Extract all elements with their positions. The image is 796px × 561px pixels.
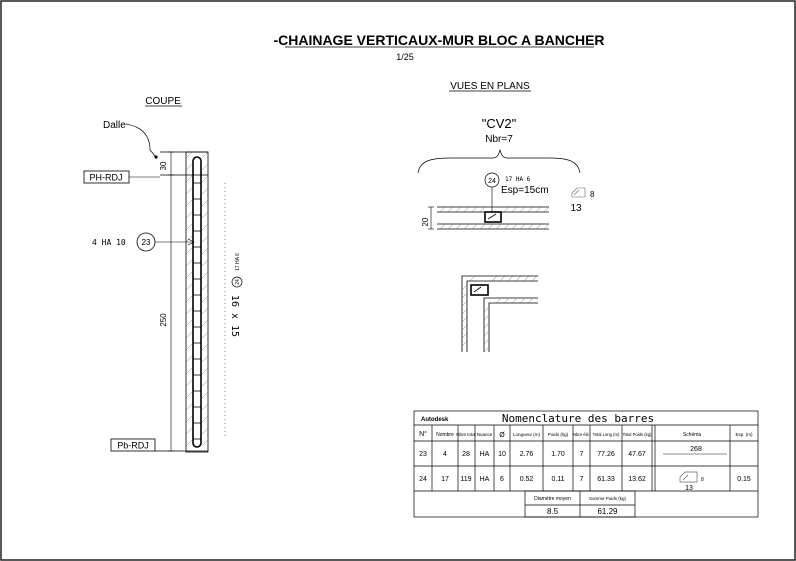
plan-stirrup [485, 212, 501, 222]
table-brand: Autodesk [421, 417, 449, 423]
row23-long: 2.76 [519, 451, 534, 458]
header-total-poids: Total Poids (kg) [622, 432, 652, 437]
header-nuance: Nuance [476, 432, 493, 437]
table-row [419, 472, 751, 492]
row23-nuance: HA [479, 451, 490, 458]
row24-tpoids: 13.62 [628, 476, 646, 483]
dim-30: 30 [159, 161, 168, 171]
summary-diam-value: 8.5 [546, 507, 559, 516]
sheet-border [1, 1, 795, 560]
header-diam: Ø [499, 432, 505, 439]
ph-rdj-label: PH-RDJ [89, 172, 123, 183]
header-nombre: Nombre [436, 432, 454, 438]
nomenclature-grid [414, 411, 758, 517]
plan-spacing: Esp=15cm [501, 185, 549, 196]
shape-sketch [572, 188, 585, 197]
row24-esp: 0.15 [737, 476, 751, 483]
dalle-label: Dalle [103, 120, 126, 131]
element-count: Nbr=7 [485, 134, 513, 145]
pb-rdj-label: Pb-RDJ [117, 440, 149, 451]
dim-250: 250 [159, 313, 168, 327]
row23-diam: 10 [498, 451, 506, 458]
header-total-long: Total Long (m) [592, 432, 620, 437]
row24-schema-hook [683, 475, 688, 480]
plan-width-value: 20 [421, 217, 430, 227]
row23-tpoids: 47.67 [628, 451, 646, 458]
plan-stirrup-text: 17 HA 6 [505, 176, 531, 183]
plan-brace [418, 150, 580, 173]
row24-schema-shape [680, 472, 697, 482]
row23-nombre: 4 [443, 451, 447, 458]
wall-hatch [186, 152, 208, 446]
drawing-title: -CHAINAGE VERTICAUX-MUR BLOC A BANCHER [273, 32, 605, 48]
corner-inner-outer [484, 298, 538, 352]
dalle-leader [126, 124, 156, 157]
summary-header-diam: Diamètre moyen [534, 496, 571, 502]
plans-title: VUES EN PLANS [450, 81, 530, 92]
vertical-rebar [193, 157, 201, 447]
element-name: "CV2" [481, 116, 517, 131]
row24-diam: 6 [500, 476, 504, 483]
shape-hook-dim: 8 [590, 190, 595, 199]
row24-long: 0.52 [519, 476, 534, 483]
row24-schema-dim: 13 [685, 485, 693, 492]
shape-dim: 13 [570, 203, 582, 214]
stirrup-24-text: 17 HA 6 [235, 253, 241, 271]
row23-tlong: 77.26 [597, 451, 615, 458]
header-schema: Schéma [682, 432, 702, 438]
row23-elem: 7 [579, 451, 584, 458]
summary-poids-value: 61.29 [597, 507, 618, 516]
coupe-title: COUPE [145, 96, 181, 107]
shape-sketch-hook [574, 190, 579, 195]
row24-n: 24 [419, 476, 427, 483]
row24-poids: 0.11 [551, 476, 565, 483]
row24-nombre: 17 [441, 476, 449, 483]
dalle-dot [154, 155, 157, 158]
summary-header-poids: Somme Poids (kg) [588, 496, 627, 501]
row23-total: 28 [462, 451, 470, 458]
drawing-scale: 1/25 [396, 52, 414, 62]
row23-schema-dim: 268 [690, 446, 702, 453]
header-n: N° [419, 431, 427, 438]
row24-total: 119 [460, 476, 472, 483]
row24-tlong: 61.33 [597, 476, 615, 483]
corner-stirrup [471, 285, 488, 295]
row24-schema-hook-dim: 8 [701, 477, 704, 483]
plan-stirrup-number: 24 [488, 178, 496, 185]
row24-nuance: HA [479, 476, 490, 483]
rebar-23-number: 23 [141, 238, 151, 247]
row23-n: 23 [419, 451, 427, 458]
stirrup-spacing: 16 x 15 [229, 294, 240, 338]
header-longueur: Longueur (m) [512, 432, 541, 437]
row24-elem: 7 [579, 476, 584, 483]
header-nbre-elem: Nbre élé. [573, 432, 590, 437]
header-nbre-total: Nbre total [456, 432, 476, 437]
header-esp: Esp. (m) [735, 432, 753, 437]
table-title: Nomenclature des barres [501, 412, 655, 425]
corner-inner [489, 303, 538, 352]
rebar-23-label: 4 HA 10 [92, 238, 126, 247]
stirrups [193, 183, 201, 439]
row23-poids: 1.70 [551, 451, 565, 458]
header-poids: Poids (kg) [547, 432, 569, 437]
stirrup-24-number: 24 [235, 279, 241, 285]
table-header [419, 430, 753, 439]
